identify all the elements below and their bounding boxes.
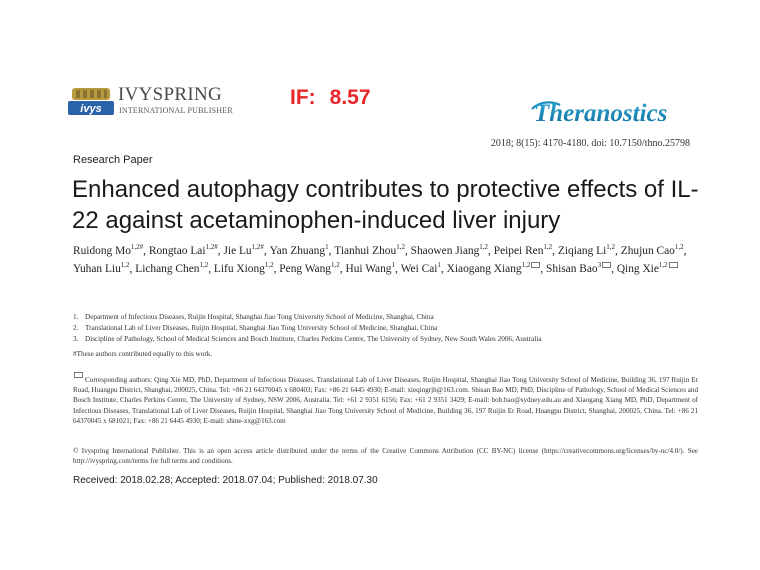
publication-dates: Received: 2018.02.28; Accepted: 2018.07.04; Published: 2018.07.30: [73, 475, 378, 486]
journal-logo: [530, 96, 705, 126]
envelope-icon: [602, 262, 611, 268]
ivyspring-emblem-icon: [68, 86, 114, 116]
author-name: Yan Zhuang$^1$,: [269, 243, 335, 257]
author-name: Zhujun Cao$^{1,2}$,: [620, 243, 687, 257]
equal-contribution-note: #These authors contributed equally to this work.: [73, 350, 213, 358]
affiliation-item: 3. Discipline of Pathology, School of Medical Sciences and Bosch Institute, Charles Perkins Centre, The University of Sydney, New South Wales 2006, Australia: [73, 335, 542, 343]
publisher-name: IVYSPRING: [118, 84, 223, 105]
corresponding-authors: [73, 372, 698, 426]
impact-factor: [290, 86, 371, 110]
author-name: Shisan Bao$^3$ ,: [546, 260, 617, 275]
affiliation-item: 2. Translational Lab of Liver Diseases, Ruijin Hospital, Shanghai Jiao Tong University School of Medicine, Shanghai, China: [73, 324, 438, 332]
author-name: Ziqiang Li$^{1,2}$,: [557, 243, 621, 257]
svg-text:ivys: ivys: [80, 103, 102, 115]
journal-name: Theranostics: [534, 100, 668, 126]
license-statement: © Ivyspring International Publisher. This is an open access article distributed under the terms of the Creative Commons Attribution (CC BY-NC) license (https://creativecommons.org/licenses/by-nc/4.0/). See http://ivyspring.com/terms for full terms and conditions.: [73, 447, 698, 466]
author-name: Hui Wang$^1$,: [345, 260, 401, 275]
envelope-icon: [669, 262, 678, 268]
journal-wordmark: [530, 96, 705, 126]
author-list: [73, 243, 703, 278]
impact-factor-label: IF:: [290, 86, 316, 109]
author-name: Peipei Ren$^{1,2}$,: [493, 243, 558, 257]
affiliation-list: [73, 312, 713, 345]
publisher-subtitle: INTERNATIONAL PUBLISHER: [119, 106, 233, 115]
author-name: Peng Wang$^{1,2}$,: [279, 260, 346, 275]
author-name: Lichang Chen$^{1,2}$,: [135, 260, 214, 275]
envelope-icon: [74, 372, 83, 378]
author-name: Lifu Xiong$^{1,2}$,: [213, 260, 280, 275]
affiliation-item: 1. Department of Infectious Diseases, Ruijin Hospital, Shanghai Jiao Tong University School of Medicine, Shanghai, China: [73, 313, 434, 321]
author-name: Tianhui Zhou$^{1,2}$,: [334, 243, 411, 257]
author-name: Ruidong $Mo^{1,2\#}$,: [73, 243, 149, 257]
author-name: Xiaogang Xiang$^{1,2}$ ,: [446, 260, 547, 275]
author-name: Wei Cai$^1$,: [400, 260, 447, 275]
author-name: Rongtao Lai$^{1,2\#}$,: [148, 243, 224, 257]
author-name: Jie $Lu^{1,2\#}$,: [223, 243, 270, 257]
paper-title: Enhanced autophagy contributes to protective effects of IL-22 against acetaminophen-induced liver injury: [72, 176, 699, 234]
corresponding-text: Corresponding authors: Qing Xie MD, PhD, Department of Infectious Diseases, Translational Lab of Liver Diseases, Ruijin Hospital, Shanghai Jiao Tong University School of Medicine, Building 36, 197 Ruijin Er Road, Huangpu District, Shanghai, 200025, China. Tel: +86 21 64370045 x 680403; Fax: +86 21 6445 4930; E-mail: xieqingrjh@163.com. Shisan Bao MD, PhD, Discipline of Pathology, School of Medical Sciences and Bosch Institute, Charles Perkins Centre, The University of Sydney, NSW 2006, Australia. Tel: +61 2 9351 6156; Fax: +61 2 9351 3429; E-mail: bob.bao@sydney.edu.au and Xiaogang Xiang MD, PhD, Department of Infectious Diseases, Translational Lab of Liver Diseases, Ruijin Hospital, Shanghai Jiao Tong University School of Medicine, Building 36, 197 Ruijin Er Road, Huangpu District, Shanghai, 200025, China. Tel: +86 21 64370045 x 681021; Fax: +86 21 6445 4930; E-mail: shine-xxg@163.com: [73, 376, 698, 425]
envelope-icon: [531, 262, 540, 268]
author-name: Yuhan Liu$^{1,2}$,: [73, 260, 136, 275]
paper-type: Research Paper: [73, 154, 153, 166]
author-name: Shaowen Jiang$^{1,2}$,: [410, 243, 494, 257]
impact-factor-value: 8.57: [329, 86, 371, 109]
citation-line: 2018; 8(15): 4170-4180. doi: 10.7150/thno.25798: [490, 138, 690, 149]
author-name: Qing Xie$^{1,2}$: [617, 263, 678, 275]
ivyspring-logo: [68, 84, 233, 118]
